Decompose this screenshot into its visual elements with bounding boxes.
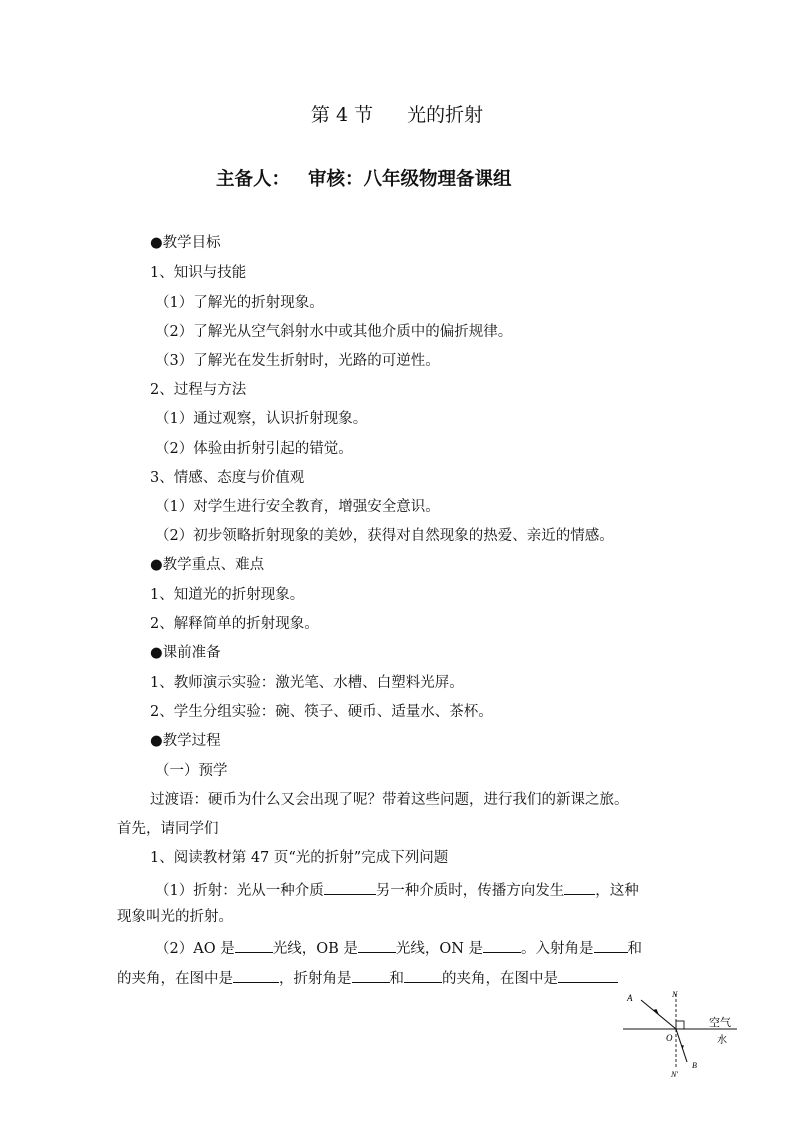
answer-blank[interactable]: [564, 878, 595, 895]
refraction-diagram: [615, 982, 765, 1082]
task-heading: 1、阅读教材第 47 页“光的折射”完成下列问题: [150, 850, 449, 866]
goal-process-heading: 2、过程与方法: [150, 382, 247, 398]
answer-blank[interactable]: [404, 966, 442, 983]
answer-blank[interactable]: [235, 936, 273, 953]
answer-blank[interactable]: [324, 878, 376, 895]
list-item: （2）了解光从空气斜射水中或其他介质中的偏折规律。: [155, 324, 513, 340]
point-o-label: O: [666, 1033, 673, 1043]
subtitle: [216, 165, 512, 191]
section-name: 光的折射: [407, 104, 484, 126]
question-1: （1）折射：光从一种介质 另一种介质时，传播方向发生 ，这种: [155, 878, 639, 901]
section-number: 第 4 节: [310, 104, 374, 126]
question-1-cont: 现象叫光的折射。: [117, 909, 233, 925]
list-item: 1、教师演示实验：激光笔、水槽、白塑料光屏。: [150, 675, 464, 691]
answer-blank[interactable]: [233, 966, 279, 983]
key-points-heading: ●教学重点、难点: [150, 557, 265, 573]
process-heading: ●教学过程: [150, 733, 221, 749]
right-angle-mark: [676, 1021, 684, 1029]
water-label: 水: [717, 1035, 727, 1046]
point-n-prime-label: N': [671, 1070, 679, 1079]
point-a-label: A: [627, 993, 633, 1003]
incident-arrow: [653, 1009, 659, 1015]
answer-blank[interactable]: [358, 936, 396, 953]
answer-blank[interactable]: [594, 936, 628, 953]
list-item: （2）初步领略折射现象的美妙，获得对自然现象的热爱、亲近的情感。: [155, 528, 614, 544]
list-item: （1）通过观察，认识折射现象。: [155, 411, 368, 427]
list-item: （1）了解光的折射现象。: [155, 295, 324, 311]
list-item: 2、解释简单的折射现象。: [150, 616, 319, 632]
prep-heading: ●课前准备: [150, 645, 221, 661]
list-item: （3）了解光在发生折射时，光路的可逆性。: [155, 353, 440, 369]
page-title: [0, 100, 794, 127]
point-b-label: B: [692, 1061, 697, 1070]
question-2-cont: 的夹角，在图中是 ，折射角是 和 的夹角，在图中是: [117, 966, 618, 989]
transition-text: 过渡语：硬币为什么又会出现了呢？带着这些问题，进行我们的新课之旅。: [150, 792, 629, 808]
part-heading: （一）预学: [155, 763, 228, 779]
goal-attitude-heading: 3、情感、态度与价值观: [150, 470, 305, 486]
point-n-label: N: [672, 990, 678, 999]
list-item: 2、学生分组实验：碗、筷子、硬币、适量水、茶杯。: [150, 704, 493, 720]
air-label: 空气: [709, 1016, 731, 1029]
list-item: 1、知道光的折射现象。: [150, 587, 305, 603]
goals-heading: ●教学目标: [150, 235, 221, 251]
goal-knowledge-heading: 1、知识与技能: [150, 265, 247, 281]
answer-blank[interactable]: [483, 936, 521, 953]
question-2: （2）AO 是 光线，OB 是 光线，ON 是 。入射角是 和: [155, 936, 642, 959]
transition-text-cont: 首先，请同学们: [117, 821, 219, 837]
preparer-label: 主备人：: [216, 169, 291, 190]
answer-blank[interactable]: [352, 966, 390, 983]
list-item: （1）对学生进行安全教育，增强安全意识。: [155, 499, 440, 515]
list-item: （2）体验由折射引起的错觉。: [155, 441, 353, 457]
answer-blank[interactable]: [558, 966, 618, 983]
reviewer-label: 审核：八年级物理备课组: [308, 169, 512, 190]
